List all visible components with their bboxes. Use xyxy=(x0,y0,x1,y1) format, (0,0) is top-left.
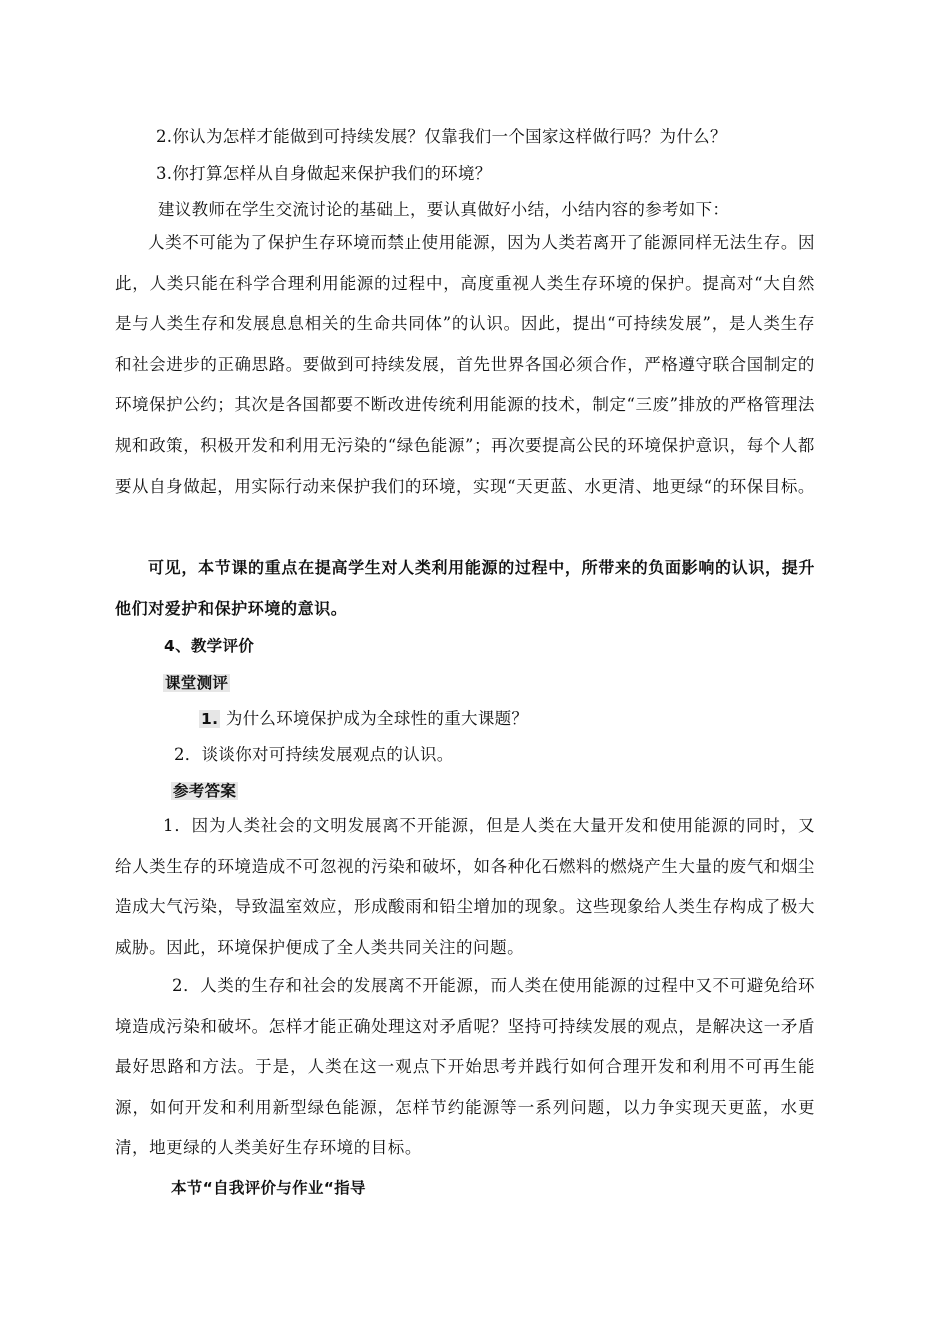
classroom-test-label: 课堂测评 xyxy=(165,674,229,692)
test-question-1 xyxy=(199,709,528,729)
answer-2-paragraph: 2．人类的生存和社会的发展离不开能源，而人类在使用能源的过程中又不可避免给环境造成污染和破坏。怎样才能正确处理这对矛盾呢？坚持可持续发展的观点，是解决这一矛盾最好思路和方法。于是，人类在这一观点下开始思考并践行如何合理开发和利用不可再生能源，如何开发和利用新型绿色能源，怎样节约能源等一系列问题，以力争实现天更蓝，水更清，地更绿的人类美好生存环境的目标。 xyxy=(115,976,815,1158)
test-question-1-number: 1. xyxy=(201,710,219,728)
answer-1-paragraph: 1．因为人类社会的文明发展离不开能源，但是人类在大量开发和使用能源的同时，又给人类生存的环境造成不可忽视的污染和破坏，如各种化石燃料的燃烧产生大量的废气和烟尘造成大气污染，导致温室效应，形成酸雨和铅尘增加的现象。这些现象给人类生存构成了极大威胁。因此，环境保护便成了全人类共同关注的问题。 xyxy=(115,816,815,957)
answers-heading xyxy=(171,781,238,801)
question-2: 2.你认为怎样才能做到可持续发展？仅靠我们一个国家这样做行吗？为什么？ xyxy=(156,127,727,146)
test-question-2: 2．谈谈你对可持续发展观点的认识。 xyxy=(174,745,454,764)
key-point-paragraph: 可见，本节课的重点在提高学生对人类利用能源的过程中，所带来的负面影响的认识，提升他们对爱护和保护环境的意识。 xyxy=(115,558,815,618)
evaluation-heading: 4、教学评价 xyxy=(164,637,255,655)
homework-heading: 本节“自我评价与作业“指导 xyxy=(171,1179,366,1197)
answers-label: 参考答案 xyxy=(173,782,237,800)
test-question-1-text: 为什么环境保护成为全球性的重大课题？ xyxy=(225,709,529,728)
classroom-test-heading xyxy=(163,673,230,693)
teacher-suggestion: 建议教师在学生交流讨论的基础上，要认真做好小结，小结内容的参考如下： xyxy=(158,200,730,219)
summary-paragraph: 人类不可能为了保护生存环境而禁止使用能源，因为人类若离开了能源同样无法生存。因此，人类只能在科学合理利用能源的过程中，高度重视人类生存环境的保护。提高对“大自然是与人类生存和发展息息相关的生命共同体”的认识。因此，提出“可持续发展”，是人类生存和社会进步的正确思路。要做到可持续发展，首先世界各国必须合作，严格遵守联合国制定的环境保护公约；其次是各国都要不断改进传统利用能源的技术，制定“三废”排放的严格管理法规和政策，积极开发和利用无污染的“绿色能源”；再次要提高公民的环境保护意识，每个人都要从自身做起，用实际行动来保护我们的环境，实现“天更蓝、水更清、地更绿“的环保目标。 xyxy=(115,233,815,496)
question-3: 3.你打算怎样从自身做起来保护我们的环境？ xyxy=(156,164,492,183)
